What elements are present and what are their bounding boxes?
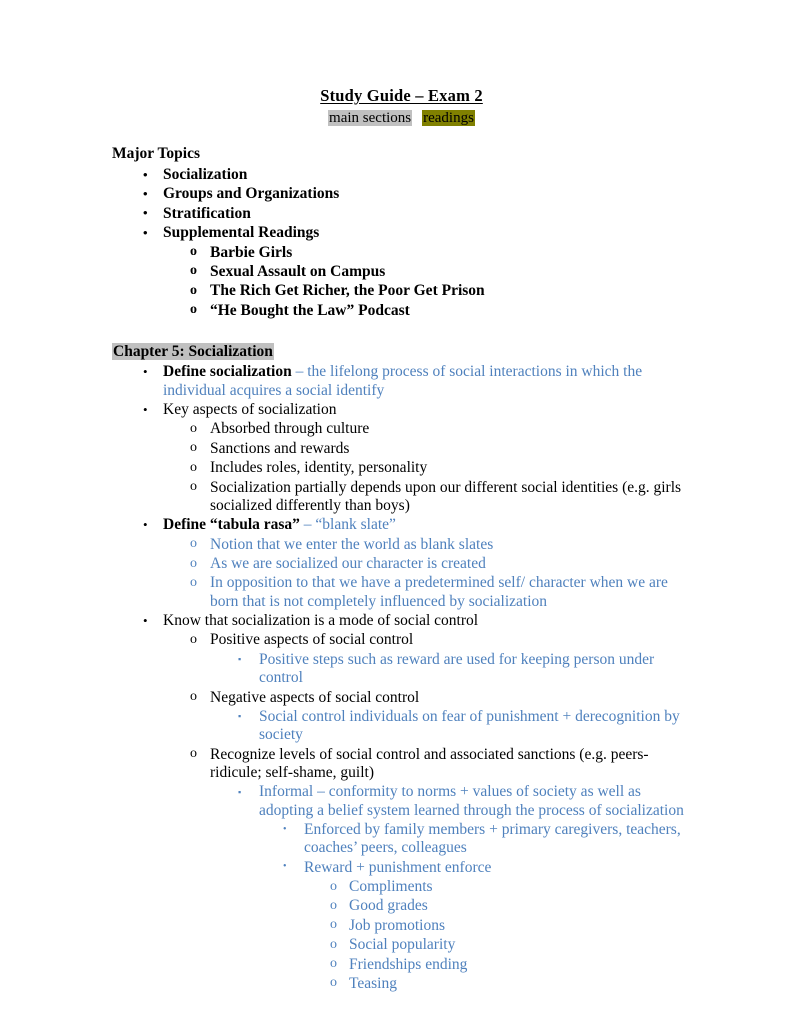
bullet-disc-icon: • <box>283 861 287 873</box>
tabula-rasa-row <box>163 516 691 534</box>
bullet-circle-icon: o <box>190 420 197 436</box>
list-item <box>112 459 691 478</box>
bullet-disc-icon: • <box>143 401 148 417</box>
bullet-circle-icon: o <box>190 244 197 260</box>
list-item <box>112 555 691 574</box>
define-socialization-term: Define socialization <box>163 363 292 381</box>
bullet-circle-icon: o <box>330 975 337 991</box>
bullet-circle-icon: o <box>190 631 197 647</box>
bullet-circle-icon: o <box>190 574 197 590</box>
bullet-circle-icon: o <box>190 536 197 552</box>
list-item <box>112 955 691 974</box>
list-item <box>112 745 691 783</box>
list-item-label: Sanctions and rewards <box>210 439 350 457</box>
list-item <box>112 439 691 458</box>
list-item <box>112 420 691 439</box>
list-item <box>112 363 691 401</box>
bullet-circle-icon: o <box>190 263 197 279</box>
document-title-text: Study Guide – Exam 2 <box>320 86 483 105</box>
bullet-disc-icon: • <box>143 612 148 628</box>
bullet-circle-icon: o <box>190 746 197 762</box>
chapter5-heading: Chapter 5: Socialization <box>113 343 273 361</box>
list-item <box>112 282 691 301</box>
reward-punishment-heading: Reward + punishment enforce <box>304 858 492 876</box>
negative-control-detail: Social control individuals on fear of punishment + derecognition by society <box>259 707 680 744</box>
list-item <box>112 204 691 223</box>
define-socialization-definition: – the lifelong process of social interactions in which the individual acquires a social identify <box>163 363 643 399</box>
list-item <box>112 185 691 204</box>
legend-readings: readings <box>423 109 474 126</box>
bullet-disc-icon: • <box>143 166 148 182</box>
bullet-square-icon: ▪ <box>238 711 242 722</box>
informal-text: Informal – conformity to norms + values of society as well as adopting a belief system learned through the process of socialization <box>259 783 684 819</box>
bullet-disc-icon: • <box>143 363 148 379</box>
list-item-label: Stratification <box>163 204 251 222</box>
list-item-label: Groups and Organizations <box>163 185 340 203</box>
list-item <box>112 224 691 243</box>
bullet-disc-icon: • <box>143 205 148 221</box>
legend-row <box>112 109 691 129</box>
list-item <box>112 650 691 688</box>
list-item-label: As we are socialized our character is created <box>210 555 486 572</box>
list-item <box>112 974 691 993</box>
list-item-label: Socialization partially depends upon our different social identities (e.g. girls socialized differently than boys) <box>210 478 682 514</box>
list-item <box>112 631 691 650</box>
social-control-heading: Know that socialization is a mode of social control <box>163 612 479 630</box>
bullet-circle-icon: o <box>330 878 337 894</box>
list-item <box>112 574 691 612</box>
bullet-square-icon: ▪ <box>238 786 242 797</box>
list-item-label: Social popularity <box>349 936 456 954</box>
list-item-label: The Rich Get Richer, the Poor Get Prison <box>210 282 485 300</box>
list-item <box>112 916 691 935</box>
list-item-label: Notion that we enter the world as blank slates <box>210 535 494 553</box>
bullet-circle-icon: o <box>190 282 197 298</box>
bullet-disc-icon: • <box>143 185 148 201</box>
bullet-circle-icon: o <box>190 302 197 318</box>
list-item <box>112 478 691 516</box>
major-topics-heading: Major Topics <box>112 145 200 163</box>
chapter5-heading-wrap <box>112 342 691 362</box>
list-item <box>112 262 691 281</box>
list-item <box>112 878 691 897</box>
section-spacer <box>112 320 691 342</box>
bullet-square-icon: ▪ <box>238 654 242 665</box>
list-item <box>112 516 691 535</box>
list-item <box>112 707 691 745</box>
list-item <box>112 243 691 262</box>
list-item <box>112 301 691 320</box>
list-item <box>112 858 691 877</box>
list-item <box>112 401 691 420</box>
bullet-circle-icon: o <box>190 689 197 705</box>
list-item <box>112 936 691 955</box>
bullet-disc-icon: • <box>143 516 148 532</box>
bullet-circle-icon: o <box>330 956 337 972</box>
list-item-label: Job promotions <box>349 916 446 934</box>
bullet-circle-icon: o <box>190 555 197 571</box>
list-item <box>112 612 691 631</box>
list-item-label: “He Bought the Law” Podcast <box>210 301 410 319</box>
list-item-label: Sexual Assault on Campus <box>210 262 386 280</box>
tabula-rasa-term: Define “tabula rasa” <box>163 516 300 534</box>
bullet-disc-icon: • <box>143 224 148 240</box>
list-item-label: Friendships ending <box>349 955 468 973</box>
list-item <box>112 166 691 185</box>
bullet-disc-icon: • <box>283 823 287 835</box>
bullet-circle-icon: o <box>190 459 197 475</box>
list-item <box>112 688 691 707</box>
positive-control-detail: Positive steps such as reward are used for keeping person under control <box>259 650 655 687</box>
negative-control-heading: Negative aspects of social control <box>210 688 420 706</box>
list-item-label: Supplemental Readings <box>163 224 320 242</box>
positive-control-heading: Positive aspects of social control <box>210 631 414 649</box>
bullet-circle-icon: o <box>190 479 197 495</box>
list-item-label: In opposition to that we have a predetermined self/ character when we are born that is not completely influenced by socialization <box>210 574 668 610</box>
document-title <box>112 86 691 107</box>
list-item-label: Barbie Girls <box>210 243 293 261</box>
list-item <box>112 783 691 821</box>
bullet-circle-icon: o <box>190 440 197 456</box>
list-item-label: Teasing <box>349 974 397 992</box>
list-item <box>112 535 691 554</box>
list-item-label: Includes roles, identity, personality <box>210 459 428 477</box>
key-aspects-heading: Key aspects of socialization <box>163 401 337 419</box>
enforced-by-text: Enforced by family members + primary caregivers, teachers, coaches’ peers, colleagues <box>304 821 681 857</box>
levels-control-heading: Recognize levels of social control and associated sanctions (e.g. peers-ridicule; self-shame, guilt) <box>210 745 649 781</box>
list-item <box>112 897 691 916</box>
bullet-circle-icon: o <box>330 936 337 952</box>
tabula-rasa-definition: – “blank slate” <box>299 516 396 534</box>
legend-main-sections: main sections <box>329 109 412 126</box>
list-item <box>112 821 691 859</box>
define-socialization-row <box>163 363 691 400</box>
bullet-circle-icon: o <box>330 897 337 913</box>
list-item-label: Absorbed through culture <box>210 420 370 438</box>
list-item-label: Good grades <box>349 897 428 915</box>
bullet-circle-icon: o <box>330 917 337 933</box>
list-item-label: Socialization <box>163 166 248 184</box>
list-item-label: Compliments <box>349 878 433 896</box>
